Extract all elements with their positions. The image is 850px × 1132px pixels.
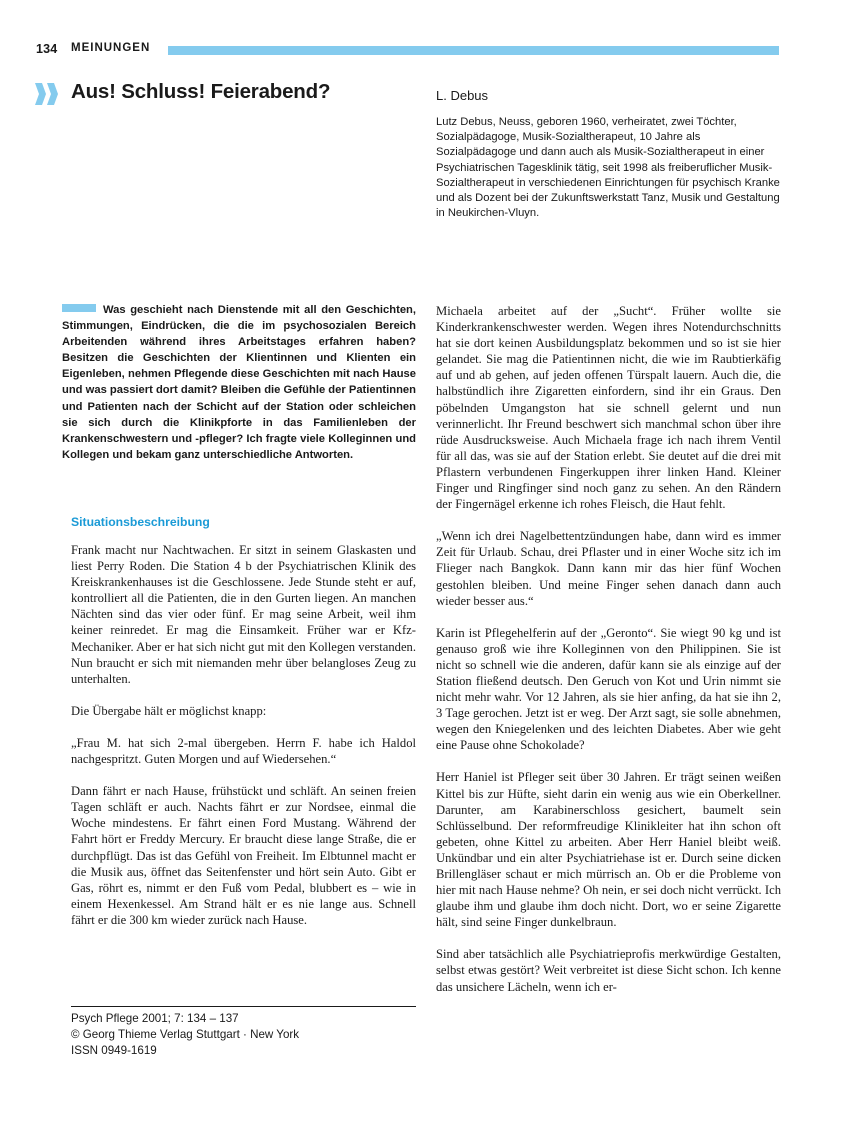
- section-heading: Situationsbeschreibung: [71, 515, 210, 529]
- body-paragraph: „Wenn ich drei Nagelbettentzündungen habe, dann wird es immer Zeit für Urlaub. Schau, drei Pflaster und in einer Woche sitz ich im Flieger nach Bangkok. Dann kann mir das hier fünf Wochen gestohlen bleiben. Und meine Finger sehen danach dann auch wieder besser aus.“: [436, 529, 781, 608]
- publisher-line: © Georg Thieme Verlag Stuttgart · New York: [71, 1028, 300, 1041]
- footer-citation-block: [71, 1011, 299, 1059]
- footer-divider: [71, 1006, 416, 1007]
- body-paragraph: „Frau M. hat sich 2-mal übergeben. Herrn F. habe ich Haldol nachgespritzt. Guten Morgen und auf Wiedersehen.“: [71, 735, 416, 767]
- section-label: MEINUNGEN: [71, 42, 151, 54]
- author-name: L. Debus: [436, 88, 489, 103]
- right-column: [436, 303, 781, 1011]
- intro-text: Was geschieht nach Dienstende mit all den Geschichten, Stimmungen, Eindrücken, die die im psychosozialen Bereich Arbeitenden während ihres Arbeitstages erfahren haben? Besitzen die Geschichten der Klientinnen und Klienten ein Eigenleben, nehmen Pflegende diese Geschichten mit nach Hause und was passiert dort damit? Bleiben die Gefühle der Patientinnen und Patienten nach der Schicht auf der Station oder schleichen sie sich durch die Klinikpforte in das Familienleben der Krankenschwestern und -pfleger? Ich fragte viele Kolleginnen und Kollegen und bekam ganz unterschiedliche Antworten.: [62, 304, 416, 461]
- body-paragraph: Die Übergabe hält er möglichst knapp:: [71, 703, 267, 718]
- left-column: [71, 542, 416, 944]
- author-bio: Lutz Debus, Neuss, geboren 1960, verheiratet, zwei Töchter, Sozialpädagoge, Musik-Sozialtherapeut, 10 Jahre als Sozialpädagoge und dann auch als Musik-Sozialtherapeut in einer Psychiatrischen Tagesklinik tätig, seit 1998 als freiberuflicher Musik-Sozialtherapeut in verschiedenen Einrichtungen für psychisch Kranke und als Dozent bei der Zukunftswerkstatt Tanz, Musik und Gestaltung in Neukirchen-Vluyn.: [436, 116, 780, 220]
- intro-accent-bar: [62, 304, 96, 312]
- body-paragraph: Michaela arbeitet auf der „Sucht“. Früher wollte sie Kinderkrankenschwester werden. Wegen ihres Notendurchschnitts hat sie dort keinen Ausbildungsplatz bekommen und so ist sie hier gelandet. Sie mag die Patientinnen nicht, die wie im Raubtierkäfig auf und ab gehen, auf jeden offenen Türspalt lauern. Auch die, die halbstündlich ihre Zigaretten einfordern, sind ihr ein Graus. Den pöbelnden Umgangston hat sie schnell gelernt und nun verinnerlicht. Ihr Freund beschwert sich manchmal schon über ihre rüde Ausdrucksweise. Auch Michaela frage ich nach ihrem Ventil für all das, was sie auf der Station erlebt. Sie deutet auf die drei mit Pflastern verbundenen Fingerkuppen ihrer linken Hand. Kleiner Finger und Ringfinger sind noch ganz zu sehen. An den Rändern der Fingernägel erkenne ich rohes Fleisch, die Haut fehlt.: [436, 304, 781, 512]
- intro-paragraph: [62, 302, 416, 463]
- journal-citation: Psych Pflege 2001; 7: 134 – 137: [71, 1012, 239, 1025]
- body-paragraph: Dann fährt er nach Hause, frühstückt und schläft. An seinen freien Tagen schläft er auch. Nachts fährt er zur Nordsee, einmal die Woche mindestens. Er fährt einen Ford Mustang. Während der Fahrt hört er Freddy Mercury. Er braucht diese lange Straße, die er durchpflügt. Das ist das Gefühl von Freiheit. Im Elbtunnel macht er die Musik aus, öffnet das Seitenfenster und hört sein Auto. Gibt er Gas, röhrt es, nimmt er den Fuß vom Pedal, blubbert es – wie in einem Hexenkessel. Am Strand hält er es nie lange aus. Schnell fährt er die 300 km wieder zurück nach Hause.: [71, 784, 416, 927]
- header-accent-bar: [168, 46, 779, 55]
- article-title: Aus! Schluss! Feierabend?: [71, 80, 331, 103]
- body-paragraph: Karin ist Pflegehelferin auf der „Geronto“. Sie wiegt 90 kg und ist genauso groß wie ihre Kolleginnen von den Philippinen. Sie ist nicht so schnell wie die anderen, dafür kann sie als einzige auf der Station fließend deutsch. Den Geruch von Kot und Urin nimmt sie nicht mehr wahr. Vor 12 Jahren, als sie hier anfing, da hat sie ihn 2, 3 Tage gerochen. Jetzt ist er weg. Der Arzt sagt, sie solle abnehmen, wegen den Kniegelenken und des leichten Diabetes. Aber wie geht eine Pause ohne Schokolade?: [436, 625, 781, 753]
- intro-block: [62, 302, 416, 463]
- page-number: 134: [36, 42, 58, 56]
- body-paragraph: Sind aber tatsächlich alle Psychiatrieprofis merkwürdige Gestalten, selbst etwas gestört? Weit verbreitet ist diese Sicht schon. Ich kenne das unsichere Lächeln, wenn ich er-: [436, 947, 781, 994]
- issn-line: ISSN 0949-1619: [71, 1044, 157, 1057]
- body-paragraph: Frank macht nur Nachtwachen. Er sitzt in seinem Glaskasten und liest Perry Roden. Die Station 4 b der Psychiatrischen Klinik des Kreiskrankenhauses ist die Geschlossene. Jede Stunde steht er auf, kontrolliert all die Patienten, die in den Gurten liegen. An manchen Nächten sind das vier oder fünf. Er mag seine Arbeit, weil ihm keiner reinredet. Er mag die Einsamkeit. Früher war er Kfz-Mechaniker. Aber er hat sich nicht gut mit den Kollegen verstanden. Nun braucht er sich mit niemanden mehr über belangloses Zeug zu unterhalten.: [71, 543, 416, 686]
- body-paragraph: Herr Haniel ist Pfleger seit über 30 Jahren. Er trägt seinen weißen Kittel bis zur Hüfte, sieht darin ein wenig aus wie ein Oberkellner. Darunter, am Karabinerschloss gesichert, baumelt sein Schlüsselbund. Der reformfreudige Klinikleiter hat ihn schon oft gebeten, ohne Kittel zu arbeiten. Aber Herr Haniel bleibt weiß. Unkündbar und ein alter Psychiatriehase ist er. Durch seine dicken Brillengläser schaut er mich mürrisch an. Ob er die Probleme von hier mit nach Hause nehme? Oh nein, er sei doch nicht verrückt. Ich glaube ihm und glaube ihm doch nicht. Dort, wo er seine Zigarette hält, sind seine Finger dunkelbraun.: [436, 770, 781, 930]
- double-quote-chevron-icon: [35, 83, 61, 105]
